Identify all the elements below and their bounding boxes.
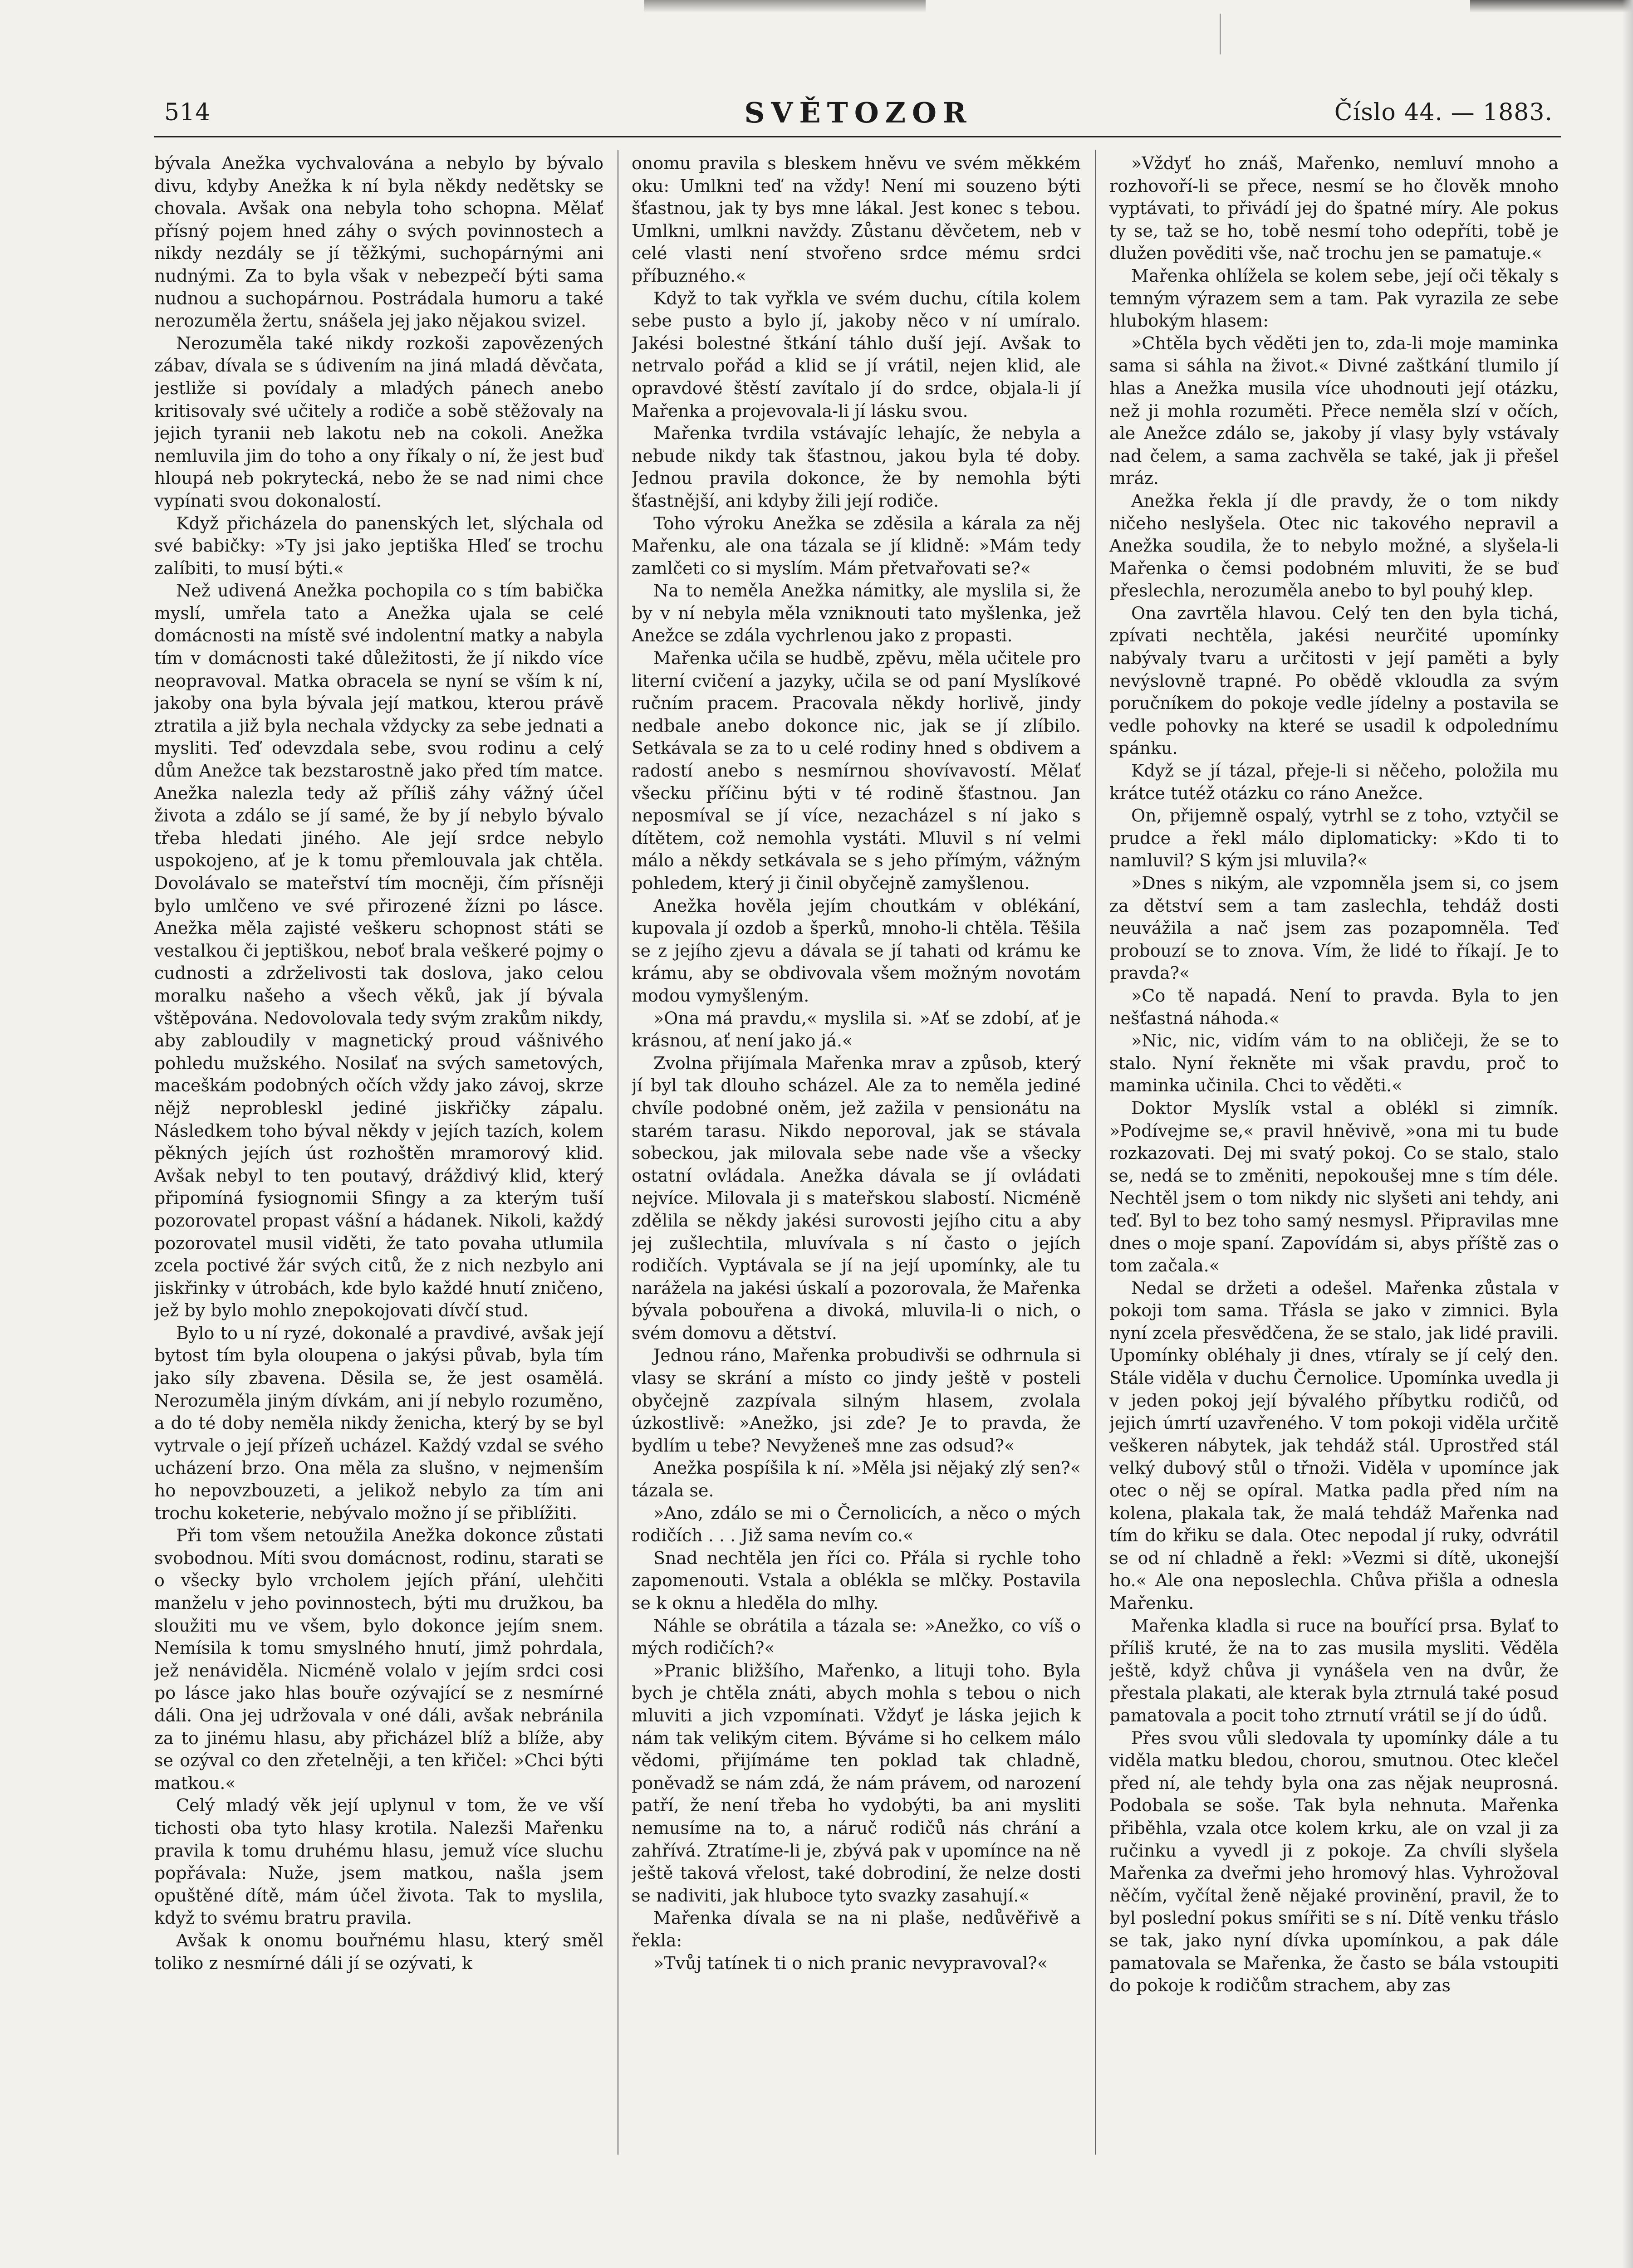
paragraph: bývala Anežka vychvalována a nebylo by bývalo divu, kdyby Anežka k ní byla někdy nedětsky se chovala. Avšak ona nebyla toho schopna. Mělať přísný pojem hned záhy o svých povinnostech a nikdy nezdály se jí těžkými, suchopárnými ani nudnými. Za to byla však v nebezpečí býti sama nudnou a suchopárnou. Postrádala humoru a také nerozuměla žertu, snášela jej jako nějakou svizel. <box>154 153 603 331</box>
paragraph: Bylo to u ní ryzé, dokonalé a pravdivé, avšak její bytost tím byla oloupena o jakýsi půvab, byla tím jako síly zbavena. Děsila se, že jest osamělá. Nerozuměla jiným dívkám, ani jí nebylo rozuměno, a do té doby neměla nikdy ženicha, který by se byl vytrvale o její přízeň ucházel. Každý vzdal se svého ucházení brzo. Ona měla za slušno, v nejmenším ho nepovzbouzeti, a jelikož nebylo za tím ani trochu koketerie, nebývalo možno jí se přiblížiti. <box>154 1323 603 1523</box>
paragraph: »Tvůj tatínek ti o nich pranic nevypravoval?« <box>653 1953 1048 1973</box>
issue-info: Číslo 44. — 1883. <box>1334 99 1553 126</box>
paragraph: »Vždyť ho znáš, Mařenko, nemluví mnoho a rozhovoří-li se přece, nesmí se ho člověk mnoho vyptávati, to přivádí jej do špatné míry. Ale pokus ty se, taž se ho, tobě nesmí toho odepříti, tobě je dlužen pověditi vše, nač trochu jen se pamatuje.« <box>1109 153 1559 264</box>
page-header <box>164 94 1553 131</box>
paragraph: »Pranic bližšího, Mařenko, a lituji toho. Byla bych je chtěla znáti, abych mohla s tebou o nich mluviti a jich vzpomínati. Vždyť je láska jejich k nám tak velikým citem. Býváme si ho celkem málo vědomi, přijímáme ten poklad tak chladně, poněvadž se nám zdá, že nám právem, od narození patří, že není třeba ho vydobýti, ba ani mysliti nemusíme na to, a náruč rodičů nás chrání a zahřívá. Ztratíme-li je, zbývá pak v upomínce na ně ještě taková vřelost, také dobrodiní, že nelze dosti se nadiviti, jak hluboce tyto svazky zasahují.« <box>632 1660 1081 1906</box>
paragraph: Při tom všem netoužila Anežka dokonce zůstati svobodnou. Míti svou domácnost, rodinu, starati se o všecky bylo vrcholem jejích přání, ulehčiti manželu v jeho povinnostech, býti mu družkou, ba sloužiti mu ve všem, bylo dokonce jejím snem. Nemísila k tomu smyslného hnutí, jimž pohrdala, jež nenáviděla. Nicméně volalo v jejím srdci cosi po lásce jako hlas bouře ozývající se z nesmírné dáli. Ona jej udržovala v oné dáli, avšak nebránila za to jinému hlasu, aby přicházel blíž a blíže, aby se ozýval co den zřetelněji, a ten křičel: »Chci býti matkou.« <box>154 1525 603 1793</box>
paragraph: Nerozuměla také nikdy rozkoši zapovězených zábav, dívala se s údivením na jiná mladá děvčata, jestliže si povídaly a mladých pánech anebo kritisovaly své učitely a rodiče a sobě stěžovaly na jejich tyranii neb lakotu neb na cokoli. Anežka nemluvila jim do toho a ony říkaly o ní, že jest buď hloupá neb pokrytecká, nebo že se nad nimi chce vypínati svou dokonalostí. <box>154 333 603 511</box>
paragraph: On, přijemně ospalý, vytrhl se z toho, vztyčil se prudce a řekl málo diplomaticky: »Kdo ti to namluvil? S kým jsi mluvila?« <box>1109 806 1559 871</box>
paragraph: Anežka hověla jejím choutkám v oblékání, kupovala jí ozdob a šperků, mnoho-li chtěla. Těšila se z jejího zjevu a dávala se jí tahati od krámu ke krámu, aby se obdivovala všem možným novotám modou vymyšleným. <box>632 895 1081 1006</box>
paragraph: Mařenka ohlížela se kolem sebe, její oči těkaly s temným výrazem sem a tam. Pak vyrazila ze sebe hlubokým hlasem: <box>1109 265 1559 331</box>
paragraph: »Ano, zdálo se mi o Černolicích, a něco o mých rodičích . . . Již sama nevím co.« <box>632 1503 1081 1546</box>
paragraph: Mařenka dívala se na ni plaše, nedůvěřivě a řekla: <box>632 1908 1081 1950</box>
scan-shadow <box>644 0 926 13</box>
paragraph: Když se jí tázal, přeje-li si něčeho, položila mu krátce tutéž otázku co ráno Anežce. <box>1109 761 1559 803</box>
paragraph: Přes svou vůli sledovala ty upomínky dále a tu viděla matku bledou, chorou, smutnou. Otec klečel před ní, ale tehdy byla ona zas nějak neuprosná. Podobala se soše. Tak byla nehnuta. Mařenka přiběhla, vzala otce kolem krku, ale on vzal ji za ručinku a vyvedl ji z pokoje. Za chvíli slyšela Mařenka za dveřmi jeho hromový hlas. Vyhrožoval něčím, vyčítal ženě nějaké provinění, pravil, že to byl poslední pokus smířiti se s ní. Dítě venku třáslo se tak, jako nyní dívka upomínkou, a pak dále pamatovala se Mařenka, že často se bála vstoupiti do pokoje k rodičům strachem, aby zas <box>1109 1728 1559 1996</box>
paragraph: »Nic, nic, vidím vám to na obličeji, že se to stalo. Nyní řekněte mi však pravdu, proč to maminka učinila. Chci to věděti.« <box>1109 1031 1559 1096</box>
paragraph: Celý mladý věk její uplynul v tom, že ve vší tichosti oba tyto hlasy krotila. Nalezši Mařenku pravila k tomu druhému hlasu, jemuž více sluchu popřávala: Nuže, jsem matkou, našla jsem opuštěné dítě, mám účel života. Tak to myslila, když to svému bratru pravila. <box>154 1795 603 1928</box>
paragraph: »Dnes s nikým, ale vzpomněla jsem si, co jsem za dětství sem a tam zaslechla, tehdáž dosti neuvážila a nač jsem zas pozapomněla. Teď probouzí se to znova. Vím, že lidé to říkají. Je to pravda?« <box>1109 873 1559 983</box>
masthead: SVĚTOZOR <box>744 96 973 129</box>
paragraph: Nedal se držeti a odešel. Mařenka zůstala v pokoji tom sama. Třásla se jako v zimnici. Byla nyní zcela přesvědčena, že se stalo, jak lidé pravili. Upomínky obléhaly ji dnes, vtíraly se jí celý den. Stále viděla v duchu Černolice. Upomínka uvedla ji v jeden pokoj její bývalého příbytku rodičů, od jejich úmrtí uzavřeného. V tom pokoji viděla určitě veškeren nábytek, jak tehdáž stál. Uprostřed stál velký dubový stůl o třnoži. Viděla v upomínce jak otec o něj se opíral. Matka padla před ním na kolena, plakala tak, že malá tehdáž Mařenka nad tím do křiku se dala. Otec nepodal jí ruky, odvrátil se od ní chladně a řekl: »Vezmi si dítě, ukonejší ho.« Ale ona neposlechla. Chůva přišla a odnesla Mařenku. <box>1109 1278 1559 1613</box>
header-rule <box>154 136 1561 137</box>
paragraph: »Chtěla bych věděti jen to, zda-li moje maminka sama si sáhla na život.« Divné zaštkání tlumilo jí hlas a Anežka musila více uhodnouti její otázku, než ji mohla rozuměti. Přece neměla slzí v očích, ale Anežce zdálo se, jakoby jí vlasy byly vstávaly nad čelem, a sama zachvěla se také, jak ji přešel mráz. <box>1109 333 1559 489</box>
paragraph: Anežka pospíšila k ní. »Měla jsi nějaký zlý sen?« tázala se. <box>632 1458 1081 1501</box>
page-edge <box>1622 0 1633 2268</box>
paragraph: Avšak k onomu bouřnému hlasu, který směl toliko z nesmírné dáli jí se ozývati, k <box>154 1930 603 1973</box>
paragraph: Ona zavrtěla hlavou. Celý ten den byla tichá, zpívati nechtěla, jakési neurčité upomínky nabývaly tvaru a určitosti v její paměti a byly nevýslovně trapné. Po obědě vkloudla za svým poručníkem do pokoje vedle jídelny a postavila se vedle pohovky na které se usadil k odpolednímu spánku. <box>1109 603 1559 758</box>
scan-shadow <box>1470 0 1633 13</box>
paragraph: Toho výroku Anežka se zděsila a kárala za něj Mařenku, ale ona tázala se jí klidně: »Mám tedy zamlčeti co si myslím. Mám přetvařovati se?« <box>632 513 1081 578</box>
paragraph: Mařenka učila se hudbě, zpěvu, měla učitele pro literní cvičení a jazyky, učila se od paní Myslíkové ručním pracem. Pracovala někdy horlivě, jindy nedbale anebo dokonce nic, jak se jí zlíbilo. Setkávala se za to u celé rodiny hned s obdivem a radostí anebo s nesmírnou shovívavostí. Mělať všecku příčinu býti v té rodině šťastnou. Jan neposmíval se jí více, nezacházel s ní jako s dítětem, což nemohla vystáti. Mluvil s ní velmi málo a někdy setkávala se s jeho přímým, vážným pohledem, který ji činil obyčejně zamyšlenou. <box>632 648 1081 893</box>
paragraph: Mařenka kladla si ruce na bouřící prsa. Bylať to příliš kruté, že na to zas musila mysliti. Věděla ještě, když chůva ji vynášela ven na dvůr, že přestala plakati, ale kterak byla ztrnulá také posud pamatovala a pocit toho ztrnutí vrátil se jí do údů. <box>1109 1615 1559 1725</box>
paragraph: »Ona má pravdu,« myslila si. »Ať se zdobí, ať je krásnou, ať není jako já.« <box>632 1008 1081 1051</box>
paragraph: »Co tě napadá. Není to pravda. Byla to jen nešťastná náhoda.« <box>1109 985 1559 1028</box>
text-column-2 <box>632 152 1081 2153</box>
paragraph: Anežka řekla jí dle pravdy, že o tom nikdy ničeho neslyšela. Otec nic takového nepravil a Anežka soudila, že to nebylo možné, a slyšela-li Mařenka o čemsi podobném mluviti, že se buď přeslechla, nerozuměla anebo to byl pouhý klep. <box>1109 490 1559 601</box>
paragraph: Mařenka tvrdila vstávajíc lehajíc, že nebyla a nebude nikdy tak šťastnou, jakou byla té doby. Jednou pravila dokonce, že by nemohla býti šťastnější, ani kdyby žili její rodiče. <box>632 423 1081 511</box>
paragraph: Doktor Myslík vstal a oblékl si zimník. »Podívejme se,« pravil hněvivě, »ona mi tu bude rozkazovati. Dej mi svatý pokoj. Co se stalo, stalo se, nedá se to změniti, nepokoušej mne s tím déle. Nechtěl jsem o tom nikdy nic slyšeti ani tehdy, ani teď. Byl to bez toho samý nesmysl. Připravilas mne dnes o moje spaní. Zapovídám si, abys příště zas o tom začala.« <box>1109 1098 1559 1276</box>
text-column-1 <box>154 152 603 2153</box>
paragraph: Když to tak vyřkla ve svém duchu, cítila kolem sebe pusto a bylo jí, jakoby něco v ní umíralo. Jakési bolestné štkání táhlo duší její. Avšak to netrvalo pořád a klid se jí vrátil, nejen klid, ale opravdové štěstí zavítalo jí do srdce, objala-li jí Mařenka a projevovala-li jí lásku svou. <box>632 288 1081 421</box>
paragraph: Na to neměla Anežka námitky, ale myslila si, že by v ní nebyla měla vzniknouti tato myšlenka, jež Anežce se zdála vychrlenou jako z propasti. <box>632 581 1081 646</box>
column-divider <box>1095 150 1096 2155</box>
paragraph: onomu pravila s bleskem hněvu ve svém měkkém oku: Umlkni teď na vždy! Není mi souzeno býti šťastnou, jak ty bys mne lákal. Jest konec s tebou. Umlkni, umlkni navždy. Zůstanu děvčetem, neb v celé vlasti není stvořeno srdce mému srdci příbuzného.« <box>632 153 1081 286</box>
paragraph: Náhle se obrátila a tázala se: »Anežko, co víš o mých rodičích?« <box>632 1615 1081 1658</box>
paragraph: Než udivená Anežka pochopila co s tím babička myslí, umřela tato a Anežka ujala se celé domácnosti na místě své indolentní matky a nabyla tím v domácnosti také důležitosti, že jí nikdo více neopravoval. Matka obracela se nyní se vším k ní, jakoby ona byla bývala její matkou, kterou právě ztratila a již byla nechala vždycky za sebe jednati a mysliti. Teď odevzdala sebe, svou rodinu a celý dům Anežce tak bezstarostně jako před tím matce. Anežka nalezla tedy až příliš záhy vážný účel života a zdálo se jí samé, že by jí nebylo bývalo třeba hledati jiného. Ale její srdce nebylo uspokojeno, ať je k tomu přemlouvala jak chtěla. Dovolávalo se mateřství tím mocněji, čím přísněji bylo umlčeno ve své přirozené žízni po lásce. Anežka měla zajisté veškeru schopnost státi se vestalkou či jeptiškou, neboť brala veškeré pojmy o cudnosti a zdrželivosti tak doslova, jako celou moralku našeho a všech věků, jak jí bývala vštěpována. Nedovolovala tedy svým zrakům nikdy, aby zabloudily v magnetický proud vášnivého pohledu mužského. Nosilať na svých sametových, maceškám podobných očích vždy jako závoj, skrze nějž neprobleskl jediné jiskřičky zápalu. Následkem toho býval někdy v jejích tazích, kolem pěkných jejích úst rozhoštěn mramorový klid. Avšak nebyl to ten poutavý, dráždivý klid, který připomíná fysiognomii Sfingy a za kterým tuší pozorovatel propast vášní a hádanek. Nikoli, každý pozorovatel musil viděti, že tato povaha utlumila zcela poctivé žár svých citů, že z nich nezbylo ani jiskřinky v útrobách, kde bylo každé hnutí zničeno, jež by bylo mohlo znepokojovati dívčí stud. <box>154 581 603 1321</box>
paragraph: Jednou ráno, Mařenka probudivši se odhrnula si vlasy se skrání a místo co jindy ještě v posteli obyčejně zazpívala silným hlasem, zvolala úzkostlivě: »Anežko, jsi zde? Je to pravda, že bydlím u tebe? Nevyženeš mne zas odsud?« <box>632 1345 1081 1456</box>
text-column-3 <box>1109 152 1559 2153</box>
paragraph: Když přicházela do panenských let, slýchala od své babičky: »Ty jsi jako jeptiška Hleď se trochu zalíbiti, to musí býti.« <box>154 513 603 578</box>
scan-artifact <box>1220 14 1221 54</box>
paragraph: Snad nechtěla jen říci co. Přála si rychle toho zapomenouti. Vstala a oblékla se mlčky. Postavila se k oknu a hleděla do mlhy. <box>632 1548 1081 1613</box>
paragraph: Zvolna přijímala Mařenka mrav a způsob, který jí byl tak dlouho scházel. Ale za to neměla jediné chvíle podobné oněm, jež zažila v pensionátu na starém tarasu. Nikdo neporoval, jak se stávala sobeckou, jak milovala sebe nade vše a všecky ostatní ovládala. Anežka dávala se jí ovládati nejvíce. Milovala ji s mateřskou slabostí. Nicméně zdělila se někdy jakési surovosti jejího citu a aby jej zušlechtila, mluvívala s ní často o jejích rodičích. Vyptávala se jí na její upomínky, ale tu narážela na jakési úskalí a pozorovala, že Mařenka bývala pobouřena a divoká, mluvila-li o nich, o svém domovu a dětství. <box>632 1053 1081 1343</box>
page-number: 514 <box>164 99 211 126</box>
